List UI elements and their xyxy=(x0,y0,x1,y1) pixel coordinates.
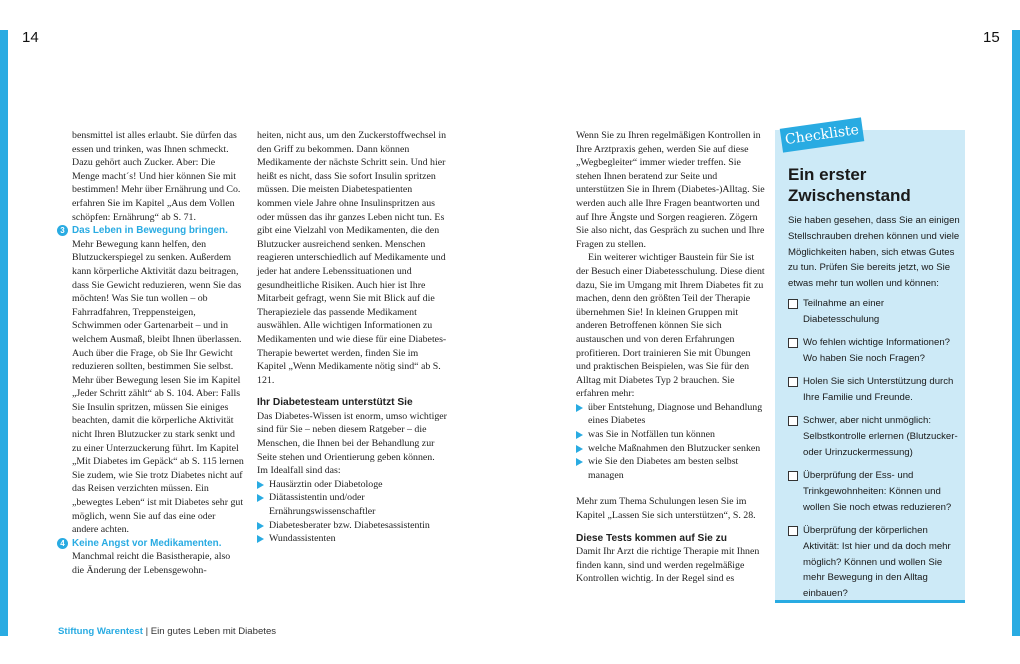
checklist-content xyxy=(788,213,960,610)
checklist-item xyxy=(788,468,960,515)
checklist-item-label: Überprüfung der körperlichen Aktivität: Ist hier und da doch mehr möglich? Können und wollen Sie mehr Bewegung in den Alltag einbauen? xyxy=(803,525,951,600)
list-item: über Entstehung, Diagnose und Behandlung eines Diabetes xyxy=(576,401,766,428)
section-heading: Diese Tests kommen auf Sie zu xyxy=(576,532,727,544)
step-heading: Keine Angst vor Medikamenten. xyxy=(72,537,222,549)
team-list xyxy=(257,478,447,546)
checklist-item-label: Wo fehlen wichtige Informationen? Wo haben Sie noch Fragen? xyxy=(803,337,951,364)
checklist-item xyxy=(788,374,960,406)
checkbox[interactable] xyxy=(788,526,798,536)
footer-title: Ein gutes Leben mit Diabetes xyxy=(150,626,277,637)
checklist-tag: Checkliste xyxy=(780,117,865,152)
list-item: Hausärztin oder Diabetologe xyxy=(257,478,447,492)
step-3 xyxy=(60,224,244,537)
column-2 xyxy=(257,129,447,546)
step-number-badge: 3 xyxy=(57,225,68,236)
step-number-badge: 4 xyxy=(57,538,68,549)
list-item: Diabetesberater bzw. Diabetesassistentin xyxy=(257,519,447,533)
page-edge-left xyxy=(0,30,8,636)
footer-separator: | xyxy=(142,626,151,637)
footer xyxy=(58,626,276,637)
step-heading: Das Leben in Bewegung bringen. xyxy=(72,225,228,237)
footer-brand: Stiftung Warentest xyxy=(58,626,143,637)
list-item: wie Sie den Diabetes am besten selbst managen xyxy=(576,455,766,482)
checklist-item-label: Überprüfung der Ess- und Trinkgewohnheiten: Können und wollen Sie noch etwas reduzieren? xyxy=(803,470,952,513)
step-text: Mehr Bewegung kann helfen, den Blutzuckerspiegel zu senken. Außerdem kann körperliche Aktivität dazu beitragen, dass Sie Gewicht reduzieren, wenn Sie das möchten! Was Sie tun wollen – ob Fahrradfahren, Treppensteigen, Schwimmen oder Gartenarbeit – und in welchem Ausmaß, bleibt Ihnen überlassen. Auch über die Frage, ob Sie Ihr Gewicht reduzieren sollten, bestimmen Sie selbst. Mehr über Bewegung lesen Sie im Kapitel „Jeder Schritt zählt“ ab S. 104. Aber: Falls Sie Insulin spritzen, müssen Sie einiges beachten, damit die körperliche Aktivität nicht Ihren Blutzucker zu stark senkt und zu einer Unterzuckerung führt. Im Kapitel „Mit Diabetes im Gepäck“ ab S. 115 lernen Sie zudem, wie Sie trotz Diabetes nicht auf das Reisen verzichten müssen. Ein „bewegtes Leben“ ist mit Diabetes sehr gut möglich, wenn Sie auf das eine oder andere achten. xyxy=(72,238,244,536)
checklist-title: Ein erster Zwischenstand xyxy=(788,165,911,205)
checklist-item xyxy=(788,413,960,460)
checklist-item-label: Schwer, aber nicht unmöglich: Selbstkontrolle erlernen (Blutzucker- oder Urinzuckermessung) xyxy=(803,415,958,458)
training-list xyxy=(576,401,766,483)
checkbox[interactable] xyxy=(788,471,798,481)
checkbox[interactable] xyxy=(788,299,798,309)
page-number-left: 14 xyxy=(22,29,39,46)
checklist-intro: Sie haben gesehen, dass Sie an einigen Stellschrauben drehen können und viele Möglichkeiten haben, sich etwas Gutes zu tun. Prüfen Sie bereits jetzt, wo Sie etwas mehr tun wollen und können: xyxy=(788,215,960,290)
paragraph: Das Diabetes-Wissen ist enorm, umso wichtiger sind für Sie – neben diesem Ratgeber – die Menschen, die Ihnen bei der Behandlung zur Seite stehen und Orientierung geben können. Im Idealfall sind das: xyxy=(257,410,447,477)
checklist-item xyxy=(788,335,960,367)
paragraph: Damit Ihr Arzt die richtige Therapie mit Ihnen finden kann, sind und werden regelmäßige Kontrollen wichtig. In der Regel sind es xyxy=(576,546,760,585)
step-4 xyxy=(60,537,244,578)
checkbox[interactable] xyxy=(788,377,798,387)
list-item: was Sie in Notfällen tun können xyxy=(576,428,766,442)
paragraph: heiten, nicht aus, um den Zuckerstoffwechsel in den Griff zu bekommen. Dann können Medikamente der nächste Schritt sein. Und hier heißt es nicht, dass Sie sofort Insulin spritzen müssen. Die meisten Diabetespatienten kommen viele Jahre ohne Insulinspritzen aus oder müssen das ihr ganzes Leben nicht tun. Es gibt eine Vielzahl von Medikamenten, die den Blutzucker ausreichend senken. Menschen reagieren unterschiedlich auf Medikamente und jeder hat andere Lebenssituationen und gesundheitliche Risiken. Auch hier ist Ihre Mitarbeit gefragt, wenn Sie mit Blick auf die Therapieziele das passende Medikament auswählen. Alle wichtigen Informationen zu Medikamenten und wie diese für eine Diabetes-Therapie bewertet werden, finden Sie im Kapitel „Wenn Medikamente nötig sind“ ab S. 121. xyxy=(257,130,447,386)
checklist-item xyxy=(788,523,960,602)
paragraph: Mehr zum Thema Schulungen lesen Sie im Kapitel „Lassen Sie sich unterstützen“, S. 28. xyxy=(576,496,756,522)
step-text: Manchmal reicht die Basistherapie, also die Änderung der Lebensgewohn- xyxy=(72,551,231,576)
checkbox[interactable] xyxy=(788,338,798,348)
paragraph: Ein weiterer wichtiger Baustein für Sie ist der Besuch einer Diabetesschulung. Diese dient dazu, Sie im Umgang mit Ihrem Diabetes fit zu machen, denn den größten Teil der Therapie übernehmen Sie! In kleinen Gruppen mit anderen Betroffenen können Sie sich austauschen und von deren Erfahrungen profitieren. Dort trainieren Sie mit Übungen und praktischen Beispielen, was Sie für den Alltag mit Diabetes Typ 2 brauchen. Sie erfahren mehr: xyxy=(576,252,765,400)
checklist-items xyxy=(788,296,960,602)
column-3 xyxy=(576,129,766,586)
checklist-item xyxy=(788,296,960,328)
list-item: welche Maßnahmen den Blutzucker senken xyxy=(576,442,766,456)
checklist-item-label: Holen Sie sich Unterstützung durch Ihre Familie und Freunde. xyxy=(803,376,954,403)
list-item: Diätassistentin und/oder Ernährungswissenschaftler xyxy=(257,491,447,518)
column-1 xyxy=(60,129,244,578)
section-heading: Ihr Diabetesteam unterstützt Sie xyxy=(257,397,413,409)
paragraph: bensmittel ist alles erlaubt. Sie dürfen das essen und trinken, was Ihnen schmeckt. Dazu gehört auch Zucker. Aber: Die Menge macht´s! Und hier können Sie mit bestimmen! Mehr über Ernährung und Co. erfahren Sie im Kapitel „Aus dem Vollen schöpfen: Ernährung“ ab S. 71. xyxy=(72,130,241,223)
paragraph: Wenn Sie zu Ihren regelmäßigen Kontrollen in Ihre Arztpraxis gehen, werden Sie auf diese „Wegbegleiter“ immer wieder treffen. Sie stehen Ihnen beratend zur Seite und unterstützen Sie in Ihrem (Diabetes-)Alltag. Sie werden auch alle Ihre Fragen beantworten und auf Ihre Ängste und Sorgen reagieren. Zögern Sie also nicht, das Gespräch zu suchen und Ihre Fragen zu stellen. xyxy=(576,130,765,250)
list-item: Wundassistenten xyxy=(257,532,447,546)
checklist-item-label: Teilnahme an einer Diabetesschulung xyxy=(803,297,885,325)
page-number-right: 15 xyxy=(983,29,1000,46)
checkbox[interactable] xyxy=(788,416,798,426)
page-edge-right xyxy=(1012,30,1020,636)
